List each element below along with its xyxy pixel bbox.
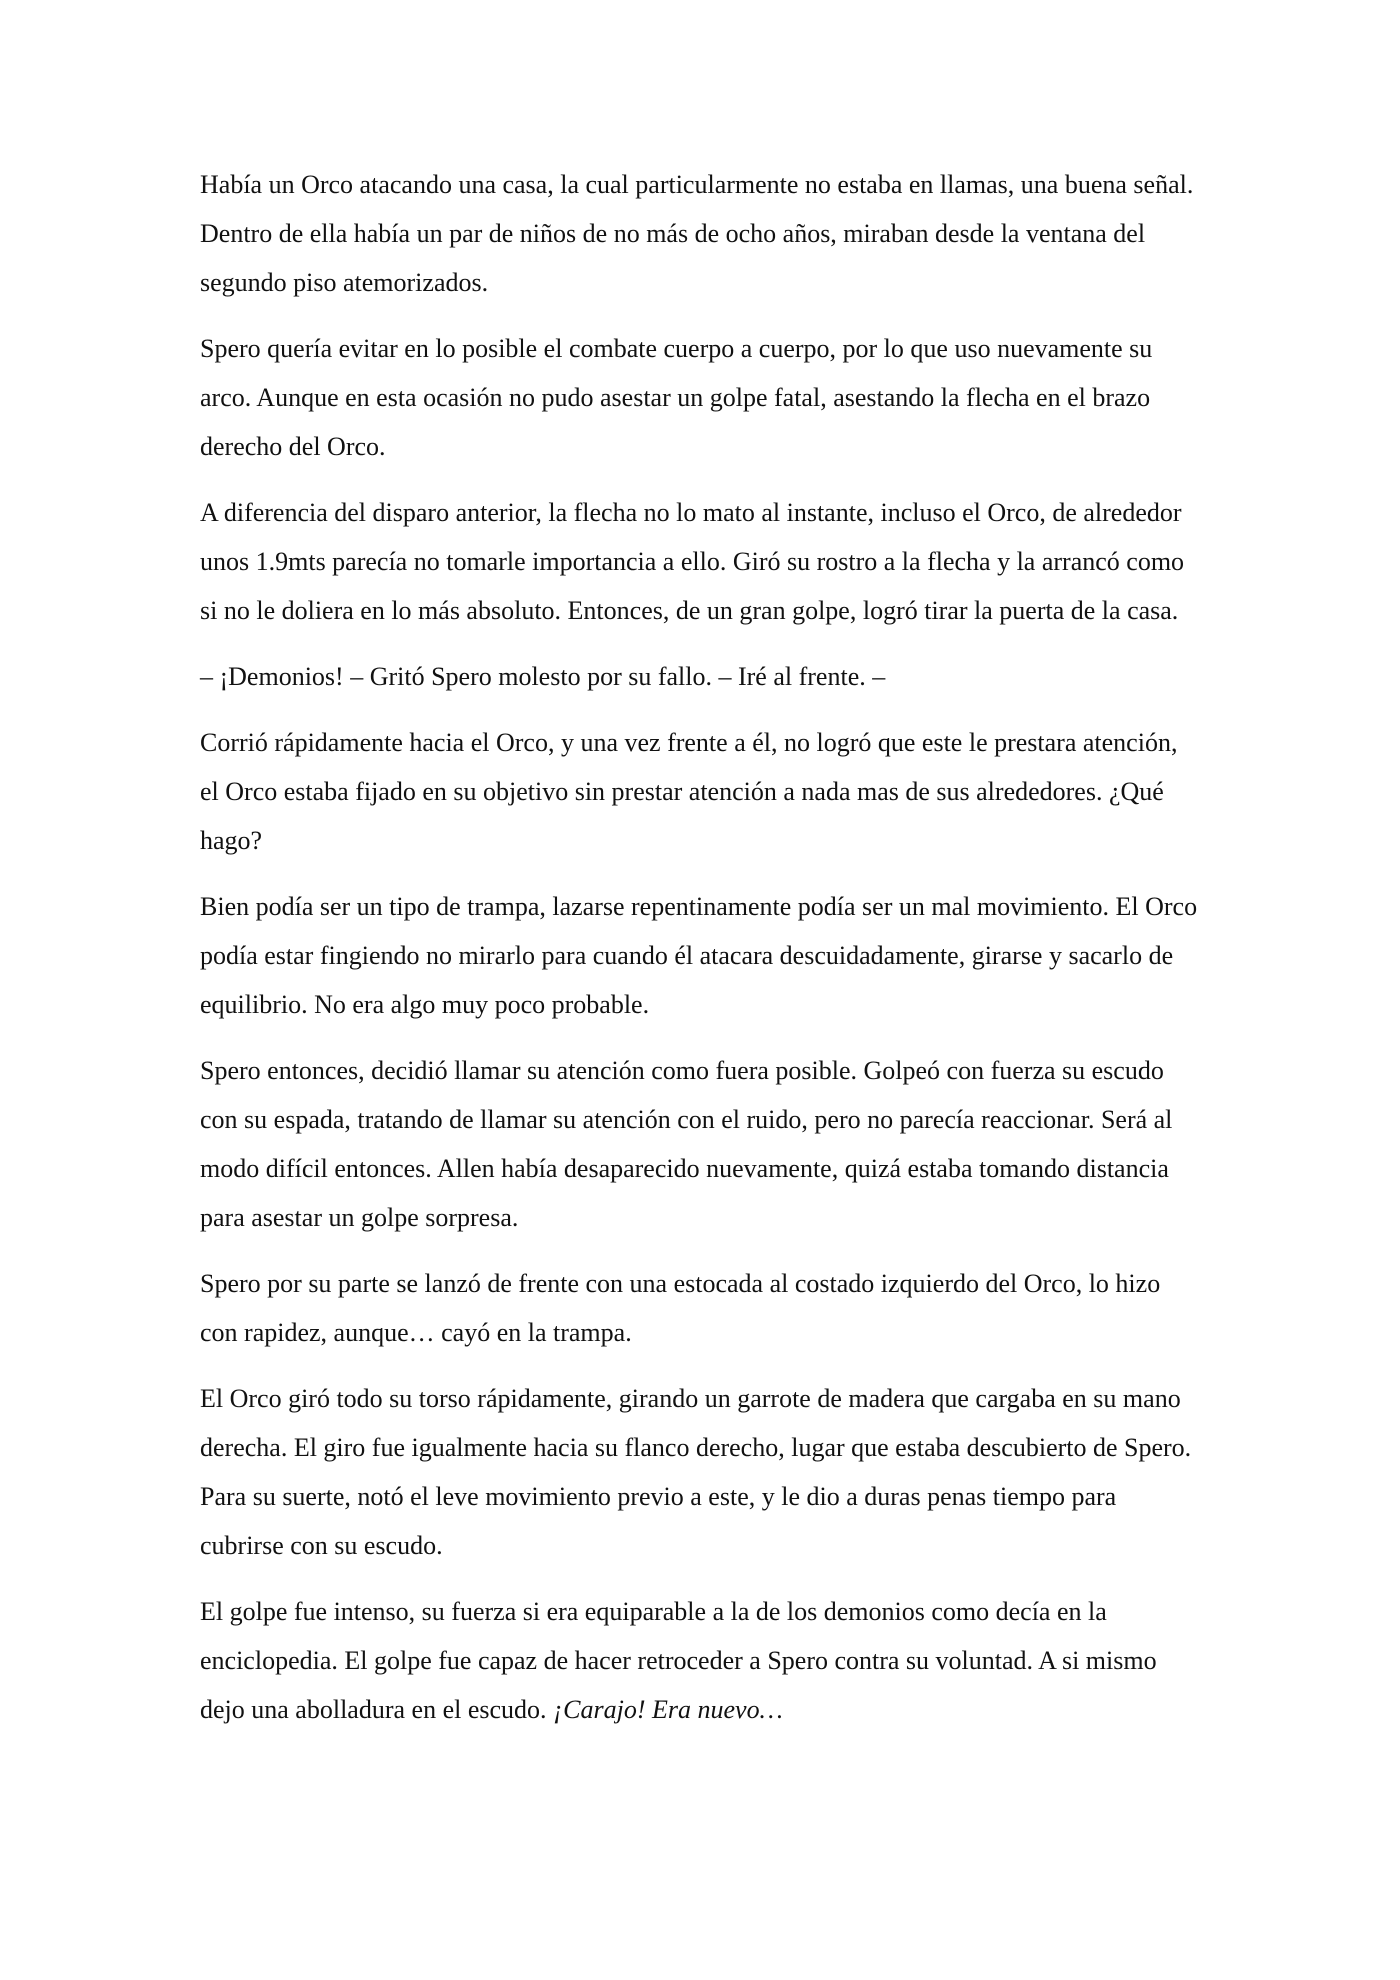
paragraph-10-text: El golpe fue intenso, su fuerza si era equiparable a la de los demonios como decía en la enciclopedia. El golpe fue capaz de hacer retroceder a Spero contra su voluntad. A si mismo dejo una abolladura en el escudo. [200,1597,1157,1724]
paragraph-9: El Orco giró todo su torso rápidamente, girando un garrote de madera que cargaba en su mano derecha. El giro fue igualmente hacia su flanco derecho, lugar que estaba descubierto de Spero. Para su suerte, notó el leve movimiento previo a este, y le dio a duras penas tiempo para cubrirse con su escudo. [200,1384,1192,1560]
paragraph-6: Bien podía ser un tipo de trampa, lazarse repentinamente podía ser un mal movimiento. El Orco podía estar fingiendo no mirarlo para cuando él atacara descuidadamente, girarse y sacarlo de equilibrio. No era algo muy poco probable. [200,892,1198,1019]
paragraph-10 [200,1587,1200,1734]
paragraph-3: A diferencia del disparo anterior, la flecha no lo mato al instante, incluso el Orco, de alrededor unos 1.9mts parecía no tomarle importancia a ello. Giró su rostro a la flecha y la arrancó como si no le doliera en lo más absoluto. Entonces, de un gran golpe, logró tirar la puerta de la casa. [200,498,1185,625]
paragraph-2: Spero quería evitar en lo posible el combate cuerpo a cuerpo, por lo que uso nuevamente su arco. Aunque en esta ocasión no pudo asestar un golpe fatal, asestando la flecha en el brazo derecho del Orco. [200,334,1153,461]
paragraph-10-italic-thought: ¡Carajo! Era nuevo… [553,1695,783,1724]
paragraph-5: Corrió rápidamente hacia el Orco, y una vez frente a él, no logró que este le prestara atención, el Orco estaba fijado en su objetivo sin prestar atención a nada mas de sus alrededores. ¿Qué hago? [200,728,1178,855]
paragraph-4-dialogue: – ¡Demonios! – Gritó Spero molesto por su fallo. – Iré al frente. – [200,662,886,691]
paragraph-1: Había un Orco atacando una casa, la cual particularmente no estaba en llamas, una buena señal. Dentro de ella había un par de niños de no más de ocho años, miraban desde la ventana del segundo piso atemorizados. [200,170,1194,297]
paragraph-8: Spero por su parte se lanzó de frente con una estocada al costado izquierdo del Orco, lo hizo con rapidez, aunque… cayó en la trampa. [200,1269,1161,1347]
document-body [200,160,1200,1751]
paragraph-7: Spero entonces, decidió llamar su atención como fuera posible. Golpeó con fuerza su escudo con su espada, tratando de llamar su atención con el ruido, pero no parecía reaccionar. Será al modo difícil entonces. Allen había desaparecido nuevamente, quizá estaba tomando distancia para asestar un golpe sorpresa. [200,1056,1173,1232]
